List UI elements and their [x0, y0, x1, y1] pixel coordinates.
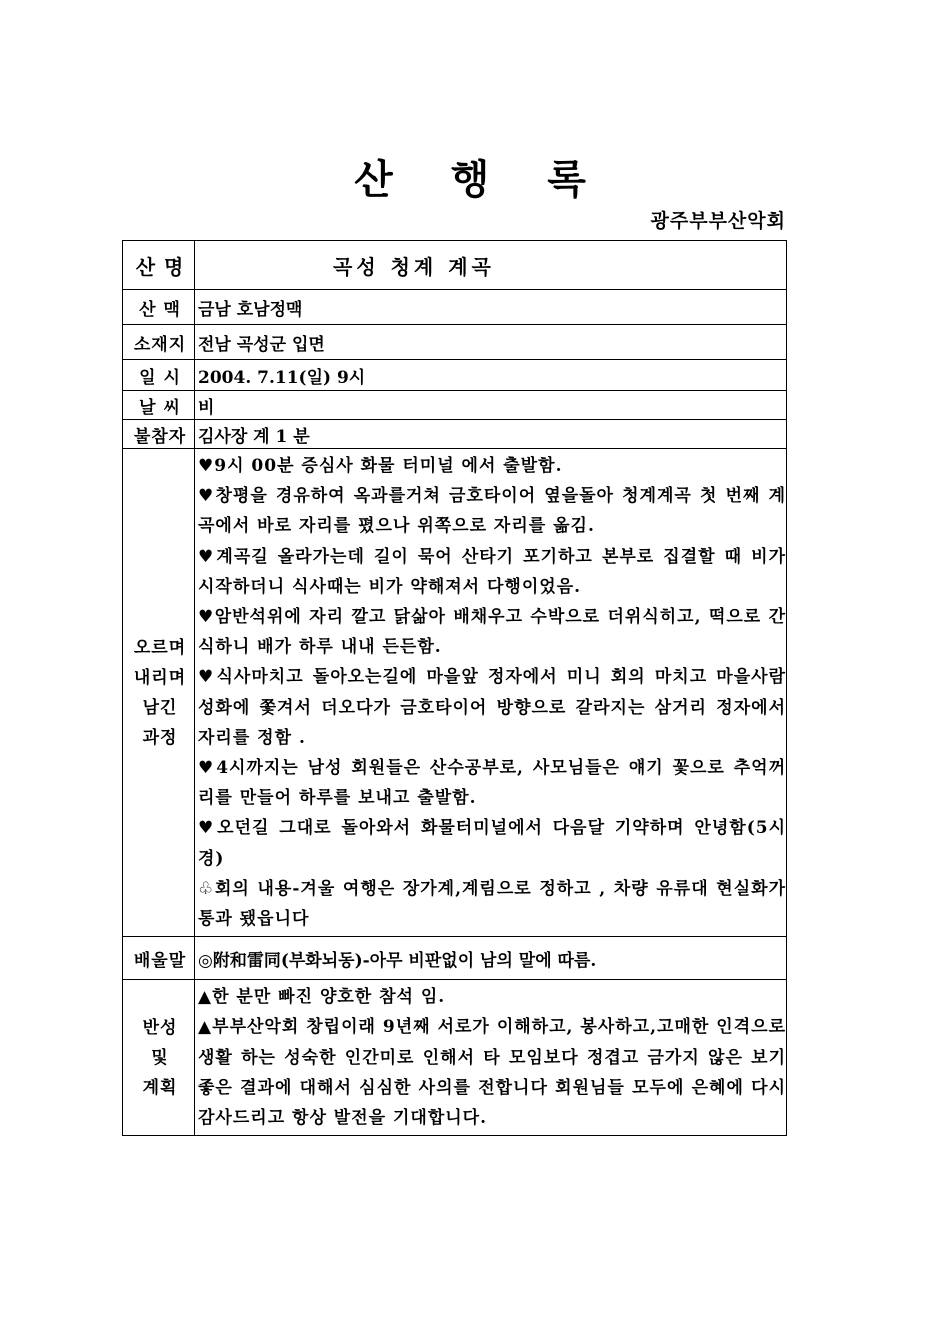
row-mountain-name	[123, 241, 787, 290]
row-mountain-range	[123, 290, 787, 325]
reflection-entry: ▲한 분만 빠진 양호한 참석 임.	[198, 987, 446, 1008]
reflection-entry: ▲부부산악회 창립이래 9년째 서로가 이해하고, 봉사하고,고매한 인격으로 생활 하는 성숙한 인간미로 인해서 타 모임보다 정겹고 금가지 않은 보기좋은 결과에 대해서 심심한 사의를 전합니다 회원님들 모두에 은혜에 다시 감사드리고 항상 발전을 기대합니다.	[198, 1017, 786, 1129]
row-process	[123, 449, 787, 937]
label-process	[123, 449, 195, 937]
label-reflection	[123, 980, 195, 1136]
label-process-line: 오르며	[133, 637, 187, 658]
value-reflection	[195, 980, 787, 1136]
label-process-line: 과정	[142, 727, 178, 748]
value-location: 전남 곡성군 입면	[195, 325, 787, 360]
value-mountain-range: 금남 호남정맥	[195, 290, 787, 325]
process-entry: ♥4시까지는 남성 회원들은 산수공부로, 사모님들은 얘기 꽃으로 추억꺼리를 만들어 하루를 보내고 출발함.	[198, 758, 786, 809]
label-reflection-line: 및	[151, 1047, 169, 1068]
value-process	[195, 449, 787, 937]
organization-name: 광주부부산악회	[650, 210, 786, 232]
label-mountain-range: 산 맥	[123, 290, 195, 325]
value-datetime: 2004. 7.11(일) 9시	[195, 360, 787, 391]
label-process-line: 남긴	[142, 697, 178, 718]
label-absentees: 불참자	[123, 420, 195, 449]
value-absentees: 김사장 계 1 분	[195, 420, 787, 449]
label-reflection-line: 계획	[142, 1077, 178, 1098]
process-entry: ♥암반석위에 자리 깔고 닭삶아 배채우고 수박으로 더위식히고, 떡으로 간식하니 배가 하루 내내 든든함.	[198, 607, 786, 658]
process-entry: ♥오던길 그대로 돌아와서 화물터미널에서 다음달 기약하며 안녕함(5시경)	[198, 818, 786, 869]
hiking-record-table	[122, 240, 787, 1136]
label-datetime: 일 시	[123, 360, 195, 391]
value-weather: 비	[195, 391, 787, 420]
label-location: 소재지	[123, 325, 195, 360]
label-mountain-name: 산 명	[123, 241, 195, 290]
meeting-note: ♧회의 내용-겨울 여행은 장가계,계림으로 정하고 , 차량 유류대 현실화가 통과 됐읍니다	[198, 878, 786, 930]
label-weather: 날 씨	[123, 391, 195, 420]
row-datetime	[123, 360, 787, 391]
label-process-line: 내리며	[133, 667, 187, 688]
row-saying	[123, 937, 787, 980]
value-mountain-name: 곡성 청계 계곡	[333, 254, 495, 279]
label-reflection-line: 반성	[142, 1017, 178, 1038]
value-saying: ◎附和雷同(부화뇌동)-아무 비판없이 남의 말에 따름.	[195, 937, 787, 980]
row-reflection	[123, 980, 787, 1136]
row-weather	[123, 391, 787, 420]
process-entry: ♥계곡길 올라가는데 길이 묵어 산타기 포기하고 본부로 집결할 때 비가 시작하더니 식사때는 비가 약해져서 다행이었음.	[198, 546, 786, 597]
process-entry: ♥식사마치고 돌아오는길에 마을앞 정자에서 미니 회의 마치고 마을사람 성화에 쫓겨서 더오다가 금호타이어 방향으로 갈라지는 삼거리 정자에서 자리를 정함 .	[198, 667, 786, 748]
process-entry: ♥창평을 경유하여 옥과를거쳐 금호타이어 옆을돌아 청계계곡 첫 번째 계곡에서 바로 자리를 폈으나 위쪽으로 자리를 옮김.	[198, 486, 786, 537]
process-entry: ♥9시 00분 증심사 화물 터미널 에서 출발함.	[198, 456, 563, 476]
row-location	[123, 325, 787, 360]
label-saying: 배울말	[123, 937, 195, 980]
row-absentees	[123, 420, 787, 449]
document-title: 산 행 록	[354, 156, 608, 203]
